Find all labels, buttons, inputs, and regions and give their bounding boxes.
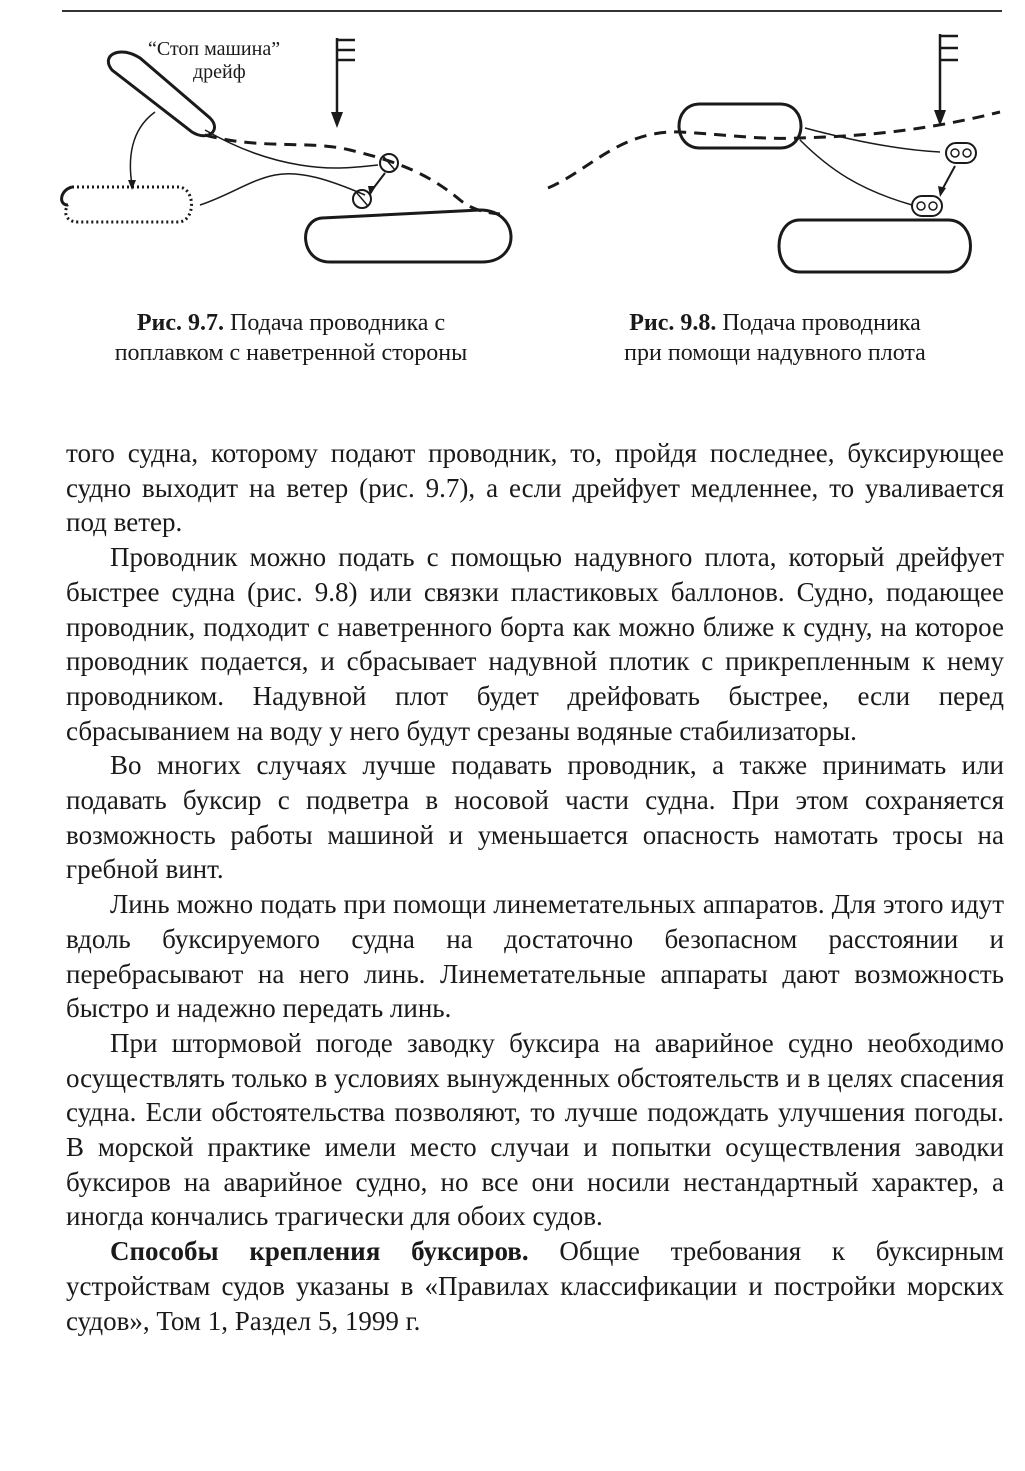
figure-drawings	[0, 0, 1025, 300]
figure-9-7-caption	[66, 308, 516, 368]
paragraph-4: Линь можно подать при помощи линеметательных аппаратов. Для этого идут вдоль буксируемого судна на достаточно безопасном расстоянии и перебрасывают на него линь. Линеметательные аппараты дают возможность быстро и надежно передать линь.	[66, 889, 1004, 1024]
fig97-caption-line2: поплавком с наветренной стороны	[114, 340, 468, 366]
fig97-number: Рис. 9.7.	[136, 310, 225, 336]
messenger-line-1	[200, 174, 365, 205]
figure-9-7	[62, 38, 511, 262]
paragraph-2: Проводник можно подать с помощью надувного плота, который дрейфует быстрее судна (рис. 9.8) или связки пластиковых баллонов. Судно, подающее проводник, подходит с наветренного борта как можно ближе к судну, на которое проводник подается, и сбрасывает надувной плотик с прикрепленным к нему проводником. Надувной плот будет дрейфовать быстрее, если перед сбрасыванием на воду у него будут срезаны водяные стабилизаторы.	[66, 542, 1004, 746]
target-ship-hull	[306, 210, 511, 262]
tow-track-2	[548, 112, 1000, 188]
drift-ship-front	[62, 187, 72, 205]
body-text	[66, 436, 1004, 1338]
figures-area	[0, 0, 1025, 300]
fig97-caption-line1: Подача проводника с	[230, 310, 446, 336]
fig98-number: Рис. 9.8.	[629, 310, 717, 336]
figure-9-8-caption	[580, 308, 970, 368]
drift-arrow	[130, 112, 155, 185]
fig97-label-bottom: дрейф	[193, 61, 246, 83]
paragraph-6-text: Общие требования к буксирным устройствам судов указаны в «Правилах классификации и постройки морских судов», Том 1, Раздел 5, 1999 г.	[66, 1236, 1004, 1336]
fig98-caption-line2: при помощи надувного плота	[624, 340, 926, 366]
raft-arrow	[942, 166, 955, 190]
messenger-line-3	[805, 128, 940, 152]
fig98-caption-line1: Подача проводника	[722, 310, 921, 336]
target-ship-2-hull	[779, 220, 971, 272]
drift-arrowhead	[128, 180, 136, 190]
figure-9-8	[548, 34, 1000, 272]
paragraph-6	[66, 1234, 1004, 1338]
section-heading: Способы крепления буксиров.	[110, 1236, 529, 1267]
tug-ship-2-hull	[679, 104, 801, 148]
fig97-label-top: “Стоп машина”	[148, 38, 281, 60]
messenger-line-4	[800, 140, 912, 205]
paragraph-5: При штормовой погоде заводку буксира на аварийное судно необходимо осуществлять только в условиях вынужденных обстоятельств и в целях спасения судна. Если обстоятельства позволяют, то лучше подождать улучшения погоды. В морской практике имели место случаи и попытки осуществления заводки буксиров на аварийное судно, но все они носили нестандартный характер, а иногда кончались трагически для обоих судов.	[66, 1027, 1004, 1232]
paragraph-3: Во многих случаях лучше подавать проводник, а также принимать или подавать буксир с подветра в носовой части судна. При этом сохраняется возможность работы машиной и уменьшается опасность намотать тросы на гребной винт.	[66, 750, 1004, 885]
drift-ship-outline	[66, 187, 192, 222]
paragraph-1: того судна, которому подают проводник, то, пройдя последнее, буксирующее судно выходит на ветер (рис. 9.7), а если дрейфует медленнее, то уваливается под ветер.	[66, 438, 1004, 538]
tow-track	[205, 135, 500, 214]
